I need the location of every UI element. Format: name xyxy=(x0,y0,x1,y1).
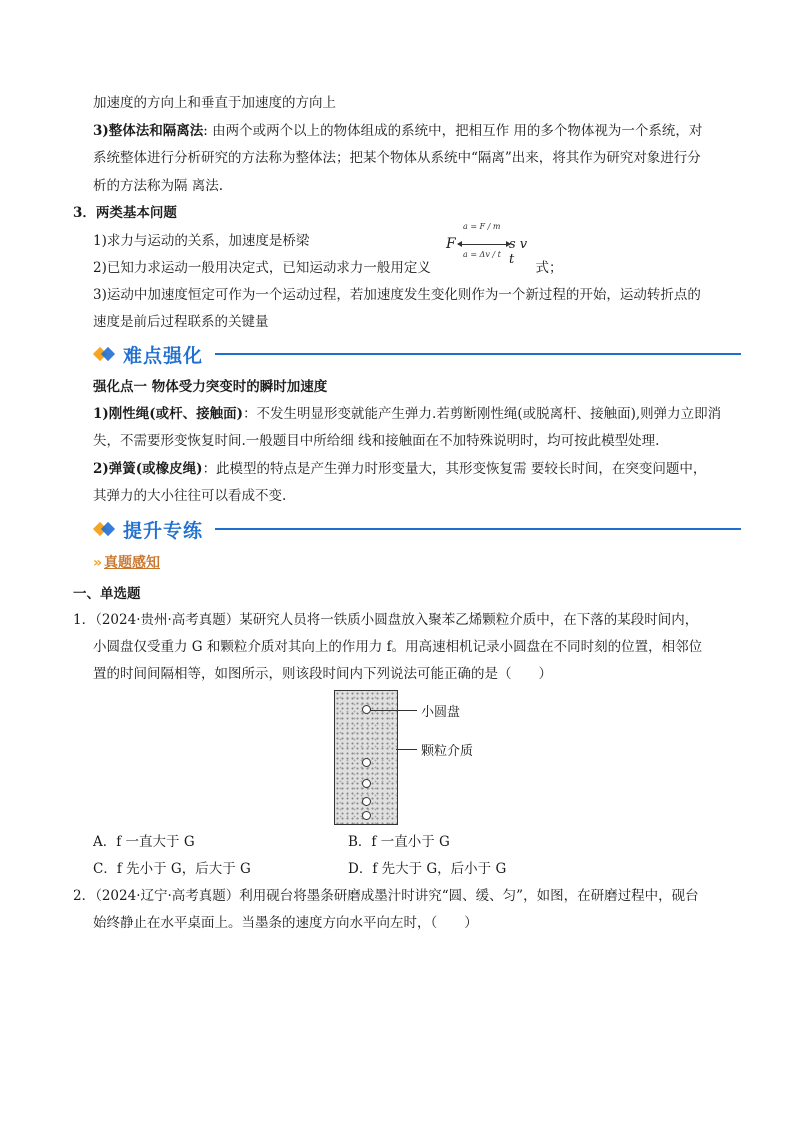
formula-bottom: a = Δv / t xyxy=(463,250,501,259)
diamond-icon xyxy=(93,344,117,364)
question-1-option-d[interactable]: D．f 先大于 G，后小于 G xyxy=(348,861,507,877)
paragraph-3-line3: 析的方法称为隔 离法. xyxy=(93,178,224,194)
two-problems-line2-suffix: 式； xyxy=(535,260,563,276)
difficulty-p2-line2: 其弹力的大小往往可以看成不变. xyxy=(93,488,287,504)
two-problems-line2-text: 2)已知力求运动一般用决定式，已知运动求力一般用定义 xyxy=(93,260,431,276)
subsection-title: 真题感知 xyxy=(104,555,161,571)
formula-force-symbol: F xyxy=(446,236,456,252)
difficulty-p2-label: 2)弹簧(或橡皮绳) xyxy=(93,461,203,477)
two-problems-line3: 3)运动中加速度恒定可作为一个运动过程，若加速度发生变化则作为一个新过程的开始，运动转折点的 xyxy=(93,287,701,303)
leader-line xyxy=(396,749,417,750)
section-divider xyxy=(215,353,741,355)
paragraph-3-line1 xyxy=(93,121,702,141)
leader-line xyxy=(370,710,396,711)
double-arrow-icon xyxy=(458,244,510,245)
question-type-heading: 一、单选题 xyxy=(73,586,141,602)
formula-svt: s v t xyxy=(509,237,528,267)
difficulty-p2-line1 xyxy=(93,459,706,479)
question-1-option-b[interactable]: B．f 一直小于 G xyxy=(348,834,450,850)
double-chevron-icon: » xyxy=(93,555,103,571)
diamond-icon xyxy=(93,519,117,539)
section-practice-header xyxy=(93,516,741,542)
paragraph-3-line2: 系统整体进行分析研究的方法称为整体法；把某个物体从系统中“隔离”出来，将其作为研究对象进行分 xyxy=(93,150,701,166)
paragraph-3-text: : 由两个或两个以上的物体组成的系统中，把相互作 用的多个物体视为一个系统，对 xyxy=(203,123,703,139)
two-problems-heading: 3．两类基本问题 xyxy=(73,205,177,221)
section-difficulty-header xyxy=(93,341,741,367)
formula-top: a = F / m xyxy=(463,222,501,231)
section-difficulty-title: 难点强化 xyxy=(123,344,204,367)
question-1-line3: 置的时间间隔相等，如图所示，则该段时间内下列说法可能正确的是（ ） xyxy=(93,666,552,682)
disc-marker xyxy=(362,811,371,820)
figure-label-disc: 小圆盘 xyxy=(421,705,461,720)
difficulty-p1-text: ：不发生明显形变就能产生弹力.若剪断刚性绳(或脱离杆、接触面),则弹力立即消 xyxy=(243,406,722,422)
leader-line xyxy=(395,710,417,711)
disc-marker xyxy=(362,779,371,788)
section-practice-title: 提升专练 xyxy=(123,519,204,542)
two-problems-line1: 1)求力与运动的关系，加速度是桥梁 xyxy=(93,233,310,249)
paragraph-3-label: 3)整体法和隔离法 xyxy=(93,123,204,139)
difficulty-p2-text: ：此模型的特点是产生弹力时形变量大，其形变恢复需 要较长时间，在突变问题中， xyxy=(202,461,707,477)
difficulty-p1-label: 1)刚性绳(或杆、接触面) xyxy=(93,406,244,422)
question-1-line2: 小圆盘仅受重力 G 和颗粒介质对其向上的作用力 f。用高速相机记录小圆盘在不同时刻的位置，相邻位 xyxy=(93,639,703,655)
figure-label-medium: 颗粒介质 xyxy=(421,744,474,759)
two-problems-line4: 速度是前后过程联系的关键量 xyxy=(93,314,269,330)
intro-line: 加速度的方向上和垂直于加速度的方向上 xyxy=(93,95,336,111)
question-2-line1: 2．（2024·辽宁·高考真题）利用砚台将墨条研磨成墨汁时讲究“圆、缓、匀”，如图，在研磨过程中，砚台 xyxy=(73,888,699,904)
disc-marker xyxy=(362,797,371,806)
difficulty-p1-line2: 失，不需要形变恢复时间.一般题目中所给细 线和接触面在不加特殊说明时，均可按此模型处理. xyxy=(93,433,660,449)
disc-marker xyxy=(362,758,371,767)
question-1-option-a[interactable]: A．f 一直大于 G xyxy=(93,834,195,850)
question-1-option-c[interactable]: C．f 先小于 G，后大于 G xyxy=(93,861,251,877)
question-1-line1: 1．（2024·贵州·高考真题）某研究人员将一铁质小圆盘放入聚苯乙烯颗粒介质中，在下落的某段时间内， xyxy=(73,612,699,628)
subsection-header xyxy=(93,552,160,572)
difficulty-p1-line1 xyxy=(93,404,721,424)
question-2-line2: 始终静止在水平桌面上。当墨条的速度方向水平向左时，（ ） xyxy=(93,915,478,931)
section-divider xyxy=(215,528,741,530)
difficulty-point-title: 强化点一 物体受力突变时的瞬时加速度 xyxy=(93,379,328,395)
force-motion-formula xyxy=(443,222,533,267)
